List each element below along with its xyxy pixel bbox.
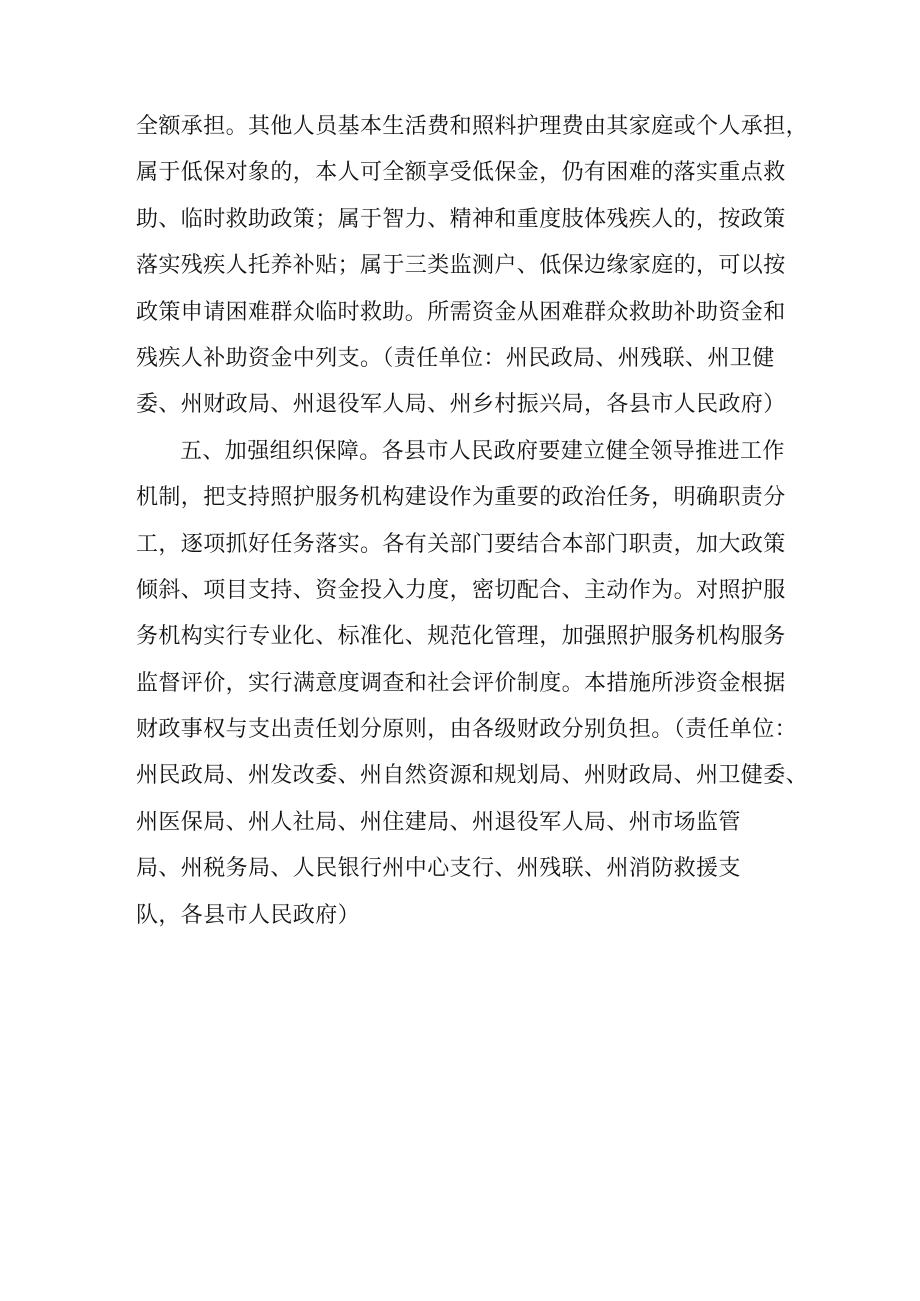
paragraph-line: 落实残疾人托养补贴；属于三类监测户、低保边缘家庭的，可以按 (136, 253, 786, 279)
paragraph-line: 委、州财政局、州退役军人局、州乡村振兴局，各县市人民政府） (136, 392, 786, 418)
section-heading-line: 五、加强组织保障。各县市人民政府要建立健全领导推进工作 (180, 438, 785, 464)
paragraph-line: 全额承担。其他人员基本生活费和照料护理费由其家庭或个人承担， (136, 114, 809, 139)
paragraph-line: 政策申请困难群众临时救助。所需资金从困难群众救助补助资金和 (136, 299, 786, 325)
body-text (136, 104, 836, 939)
paragraph-line: 州民政局、州发改委、州自然资源和规划局、州财政局、州卫健委、 (136, 763, 809, 789)
paragraph-line: 属于低保对象的，本人可全额享受低保金，仍有困难的落实重点救 (136, 160, 786, 186)
paragraph-line: 助、临时救助政策；属于智力、精神和重度肢体残疾人的，按政策 (136, 206, 786, 232)
paragraph-line: 局、州税务局、人民银行州中心支行、州残联、州消防救援支 (136, 856, 741, 882)
paragraph-line: 残疾人补助资金中列支。（责任单位：州民政局、州残联、州卫健 (136, 345, 775, 371)
paragraph-line: 机制，把支持照护服务机构建设作为重要的政治任务，明确职责分 (136, 485, 786, 511)
paragraph-line: 倾斜、项目支持、资金投入力度，密切配合、主动作为。对照护服 (136, 577, 786, 603)
paragraph-line: 队，各县市人民政府） (136, 902, 361, 928)
paragraph-line: 财政事权与支出责任划分原则，由各级财政分别负担。（责任单位： (136, 717, 798, 743)
paragraph-line: 务机构实行专业化、标准化、规范化管理，加强照护服务机构服务 (136, 624, 786, 650)
paragraph-line: 州医保局、州人社局、州住建局、州退役军人局、州市场监管 (136, 809, 741, 835)
paragraph-line: 工，逐项抓好任务落实。各有关部门要结合本部门职责，加大政策 (136, 531, 786, 557)
paragraph-line: 监督评价，实行满意度调查和社会评价制度。本措施所涉资金根据 (136, 670, 786, 696)
